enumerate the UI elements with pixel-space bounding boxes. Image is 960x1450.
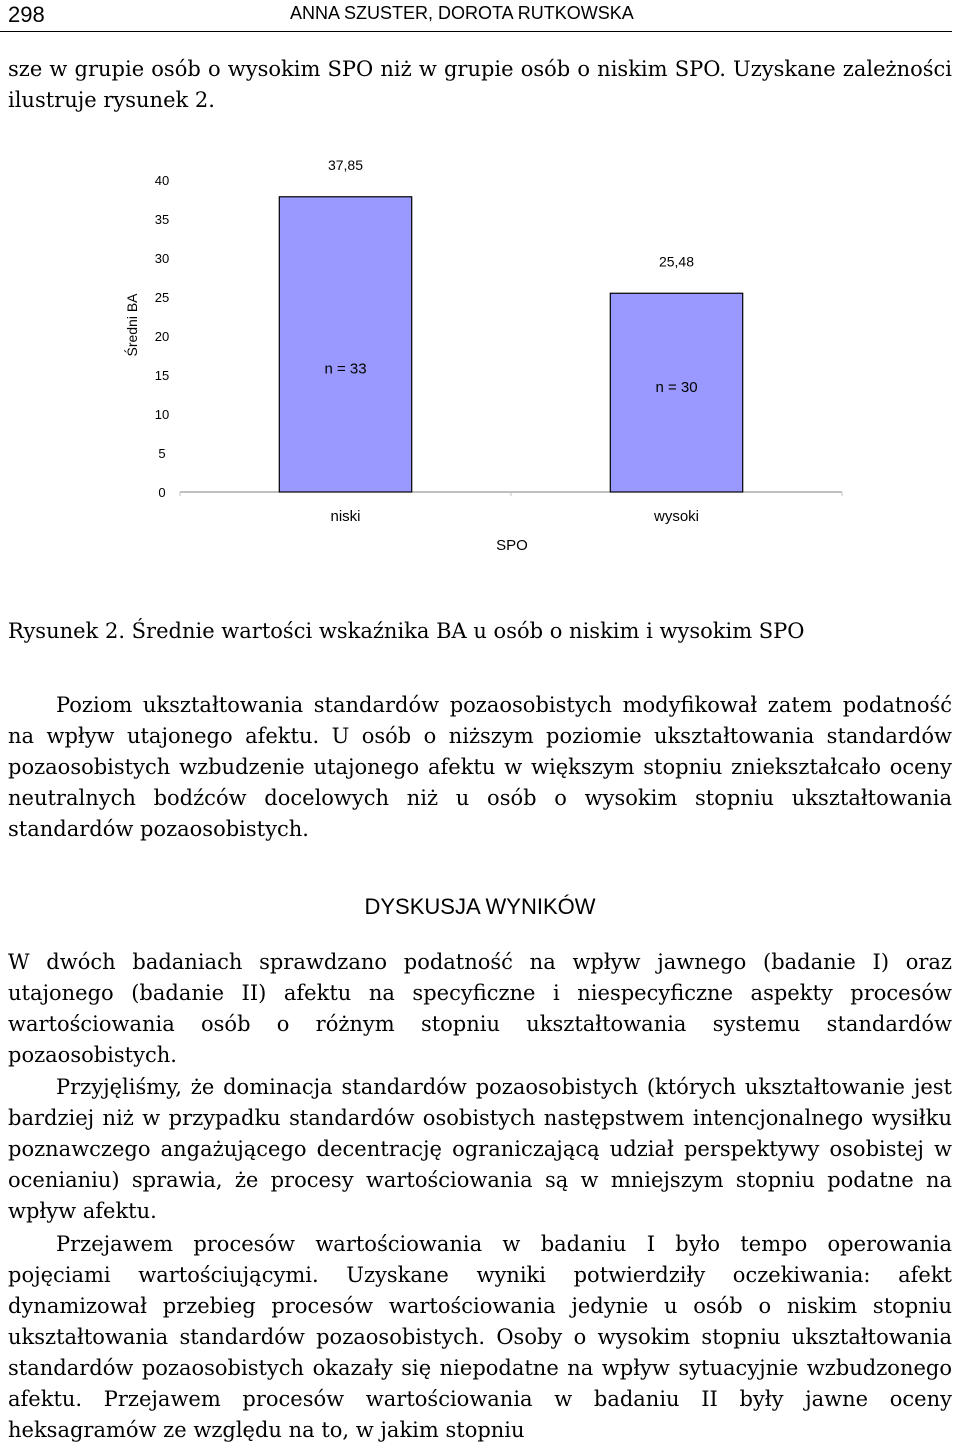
data-label: 25,48: [658, 253, 695, 270]
figure-caption: Rysunek 2. Średnie wartości wskaźnika BA u osób o niskim i wysokim SPO: [8, 619, 805, 643]
bar-chart: [0, 150, 960, 570]
data-label: 37,85: [327, 156, 364, 173]
y-tick-label: 10: [154, 407, 170, 422]
header-rule: [0, 31, 952, 32]
y-tick-label: 25: [154, 290, 170, 305]
y-tick-label: 5: [158, 446, 166, 461]
bar-chart-svg: [0, 150, 960, 570]
paragraph-3: Przyjęliśmy, że dominacja standardów pozaosobistych (których ukształtowanie jest bardziej niż w przypadku standardów osobistych następstwem intencjonalnego wysiłku poznawczego angażującego decentrację ograniczającą udział perspektywy osobistej w ocenianiu) sprawia, że procesy wartościowania są w mniejszym stopniu podatne na wpływ afektu.: [8, 1075, 952, 1223]
y-axis-label: Średni BA: [124, 293, 140, 357]
y-tick-label: 35: [154, 212, 170, 227]
y-tick-label: 15: [154, 368, 170, 383]
section-heading: DYSKUSJA WYNIKÓW: [364, 894, 596, 919]
page-number: 298: [8, 2, 45, 27]
x-tick-label: wysoki: [653, 508, 700, 525]
page-header: [0, 0, 960, 30]
y-tick-label: 40: [154, 173, 170, 188]
x-tick-label: niski: [330, 508, 361, 525]
x-axis-label: SPO: [496, 537, 528, 554]
y-axis-ticks: [155, 173, 169, 500]
paragraph-1: Poziom ukształtowania standardów pozaosobistych modyfikował zatem podatność na wpływ utajonego afektu. U osób o niższym poziomie ukształtowania standardów pozaosobistych wzbudzenie utajonego afektu w większym stopniu zniekształcało oceny neutralnych bodźców docelowych niż u osób o wysokim stopniu ukształtowania standardów pozaosobistych.: [8, 693, 952, 841]
bars: [279, 157, 742, 525]
y-tick-label: 0: [158, 485, 166, 500]
bar-niski: [279, 197, 411, 492]
intro-paragraph: sze w grupie osób o wysokim SPO niż w grupie osób o niskim SPO. Uzyskane zależności ilustruje rysunek 2.: [8, 57, 952, 112]
n-label: n = 30: [655, 379, 698, 397]
paragraph-4: Przejawem procesów wartościowania w badaniu I było tempo operowania pojęciami wartościującymi. Uzyskane wyniki potwierdziły oczekiwania: afekt dynamizował przebieg procesów wartościowania jedynie u osób o niskim stopniu ukształtowania standardów pozaosobistych. Osoby o wysokim stopniu ukształtowania standardów pozaosobistych okazały się niepodatne na wpływ sytuacyjnie wzbudzonego afektu. Przejawem procesów wartościowania w badaniu II były jawne oceny heksagramów ze względu na to, w jakim stopniu: [8, 1232, 952, 1442]
y-tick-label: 20: [154, 329, 170, 344]
n-label: n = 33: [324, 360, 367, 378]
paragraph-2: W dwóch badaniach sprawdzano podatność na wpływ jawnego (badanie I) oraz utajonego (badanie II) afektu na specyficzne i niespecyficzne aspekty procesów wartościowania osób o różnym stopniu ukształtowania systemu standardów pozaosobistych.: [8, 950, 952, 1067]
running-head: ANNA SZUSTER, DOROTA RUTKOWSKA: [290, 3, 634, 23]
y-tick-label: 30: [154, 251, 170, 266]
